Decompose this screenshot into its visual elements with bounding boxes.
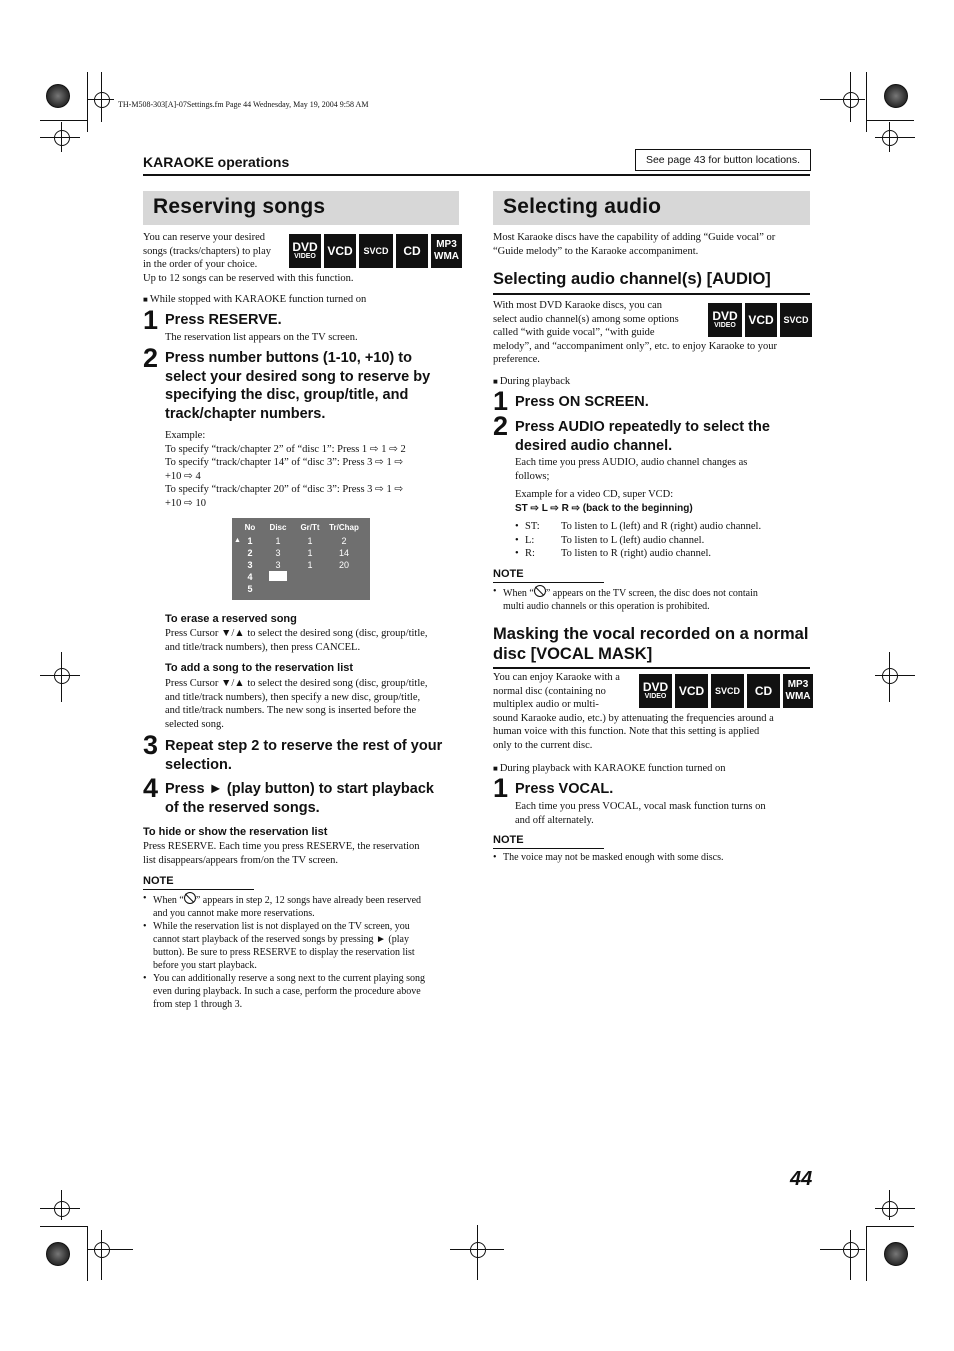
crosshair-icon	[882, 1201, 898, 1217]
example-label: Example for a video CD, super VCD:	[515, 489, 674, 500]
erase-text: Press Cursor ▼/▲ to select the desired song (disc, group/title, and title/track numbers), then press CANCEL.	[165, 628, 428, 653]
table-rows	[238, 535, 362, 595]
section-title-selecting-audio	[493, 191, 810, 225]
list-item: • R: To listen to R (right) audio channel.	[515, 547, 810, 561]
crosshair-icon	[54, 1201, 70, 1217]
step-text: Press ON SCREEN.	[515, 394, 649, 410]
step-number: 2	[143, 343, 159, 373]
note-rule	[493, 848, 604, 849]
vcd-badge: VCD	[675, 674, 708, 708]
subsection-rule	[493, 667, 810, 669]
crosshair-icon	[470, 1242, 486, 1258]
mp3-wma-badge: MP3 WMA	[783, 674, 813, 708]
reservation-list-table	[232, 518, 370, 600]
crosshair-icon	[54, 668, 70, 684]
step-text: Press AUDIO repeatedly to select the desired audio channel.	[515, 419, 770, 454]
step-desc: Each time you press VOCAL, vocal mask function turns on and off alternately.	[515, 801, 766, 826]
svcd-badge: SVCD	[711, 674, 744, 708]
crosshair-icon	[843, 1242, 859, 1258]
section-title: Selecting audio	[503, 195, 662, 218]
channel-sequence: ST ⇨ L ⇨ R ⇨ (back to the beginning)	[515, 503, 693, 514]
add-heading: To add a song to the reservation list	[165, 662, 354, 674]
list-item: • You can additionally reserve a song next to the current playing song even during playback. In such a case, perform the procedure above from step 1 through 3.	[143, 972, 461, 1011]
right-intro: Most Karaoke discs have the capability of adding “Guide vocal” or “Guide melody” to the Karaoke accompaniment.	[493, 232, 776, 257]
step-desc: Each time you press AUDIO, audio channel changes as follows;	[515, 457, 748, 482]
channel-list	[515, 520, 810, 561]
table-row[interactable]: 2 3 1 14	[247, 548, 349, 558]
input-cursor[interactable]	[269, 571, 287, 581]
cd-badge: CD	[747, 674, 780, 708]
dvd-video-badge: DVD VIDEO	[708, 303, 742, 337]
note-label: NOTE	[493, 568, 524, 580]
left-intro: You can reserve your desired songs (tracks/chapters) to play in the order of your choice. Up to 12 songs can be reserved with this function.	[143, 232, 354, 284]
condition-text: ■ While stopped with KARAOKE function turned on	[143, 293, 366, 307]
prohibited-icon	[534, 585, 546, 597]
table-row[interactable]: 1 1 1 2	[247, 536, 347, 546]
crosshair-icon	[882, 668, 898, 684]
note-list	[143, 892, 461, 1011]
table-header: No Disc Gr/Tt Tr/Chap	[244, 523, 359, 532]
list-item: • When “ ” appears in step 2, 12 songs have already been reserved and you cannot make more reservations.	[143, 892, 461, 920]
hide-text: Press RESERVE. Each time you press RESERVE, the reservation list disappears/appears from/on the TV screen.	[143, 841, 420, 866]
registration-target-icon	[884, 84, 908, 108]
disc-type-badges	[289, 234, 462, 268]
step-number: 1	[143, 305, 159, 335]
table-row[interactable]: 5	[247, 584, 253, 594]
page-number: 44	[790, 1168, 813, 1190]
crosshair-icon	[54, 130, 70, 146]
sub2-intro: You can enjoy Karaoke with a normal disc (containing no multiplex audio or multi- sound Karaoke audio, etc.) by attenuating the frequencies around a human voice with this function. Note that this setting is applied only to the current disc.	[493, 672, 774, 751]
vcd-badge: VCD	[324, 234, 356, 268]
list-item: • While the reservation list is not displayed on the TV screen, you cannot start playback of the reserved songs by pressing ► (play button). Be sure to press RESERVE to display the reservation list before you start playback.	[143, 920, 461, 972]
svcd-badge: SVCD	[359, 234, 393, 268]
table-row[interactable]: 3 3 1 20	[247, 560, 349, 570]
condition-text: ■ During playback	[493, 375, 570, 389]
section-title-reserving-songs	[143, 191, 459, 225]
step-number: 4	[143, 773, 159, 803]
list-item: • The voice may not be masked enough with some discs.	[493, 851, 810, 864]
crosshair-icon	[843, 92, 859, 108]
step-number: 1	[493, 773, 509, 803]
step-number: 1	[493, 386, 509, 416]
subsection-title-audio: Selecting audio channel(s) [AUDIO]	[493, 270, 771, 288]
disc-type-badges	[708, 303, 812, 337]
list-item: • ST: To listen to L (left) and R (right) audio channel.	[515, 520, 810, 534]
registration-target-icon	[46, 84, 70, 108]
example-block: Example: To specify “track/chapter 2” of “disc 1”: Press 1 ⇨ 1 ⇨ 2 To specify “track/chapter 14” of “disc 3”: Press 3 ⇨ 1 ⇨ +10 ⇨ 4 To specify “track/chapter 20” of “disc 3”: Press 3 ⇨ 1 ⇨ +10 ⇨ 10	[165, 430, 406, 509]
page-title: Reserving songs	[153, 195, 326, 218]
condition-text: ■ During playback with KARAOKE function turned on	[493, 762, 726, 776]
cd-badge: CD	[396, 234, 428, 268]
mp3-wma-badge: MP3 WMA	[431, 234, 462, 268]
table-row[interactable]: 4	[238, 571, 362, 583]
note-rule	[493, 582, 604, 583]
step-text: Press ► (play button) to start playback of the reserved songs.	[165, 781, 434, 816]
file-info: TH-M508-303[A]-07Settings.fm Page 44 Wednesday, May 19, 2004 9:58 AM	[118, 100, 369, 109]
step-number: 2	[493, 411, 509, 441]
note-list	[493, 851, 810, 864]
subsection-title-vocal-mask: Masking the vocal recorded on a normal disc [VOCAL MASK]	[493, 625, 809, 663]
crosshair-icon	[94, 1242, 110, 1258]
step-text: Press RESERVE.	[165, 312, 282, 328]
header-rule	[143, 174, 810, 176]
dvd-video-badge: DVD VIDEO	[639, 674, 672, 708]
dvd-video-badge: DVD VIDEO	[289, 234, 321, 268]
svcd-badge: SVCD	[780, 303, 812, 337]
cursor-up-icon: ▲	[234, 537, 241, 544]
step-number: 3	[143, 730, 159, 760]
list-item: • L: To listen to L (left) audio channel.	[515, 534, 810, 548]
crosshair-icon	[94, 92, 110, 108]
step-desc: The reservation list appears on the TV screen.	[165, 332, 358, 343]
add-text: Press Cursor ▼/▲ to select the desired song (disc, group/title, and title/track numbers), then specify a new disc, group/title, and title/track numbers. The new song is inserted before the selected song.	[165, 678, 428, 730]
step-text: Repeat step 2 to reserve the rest of your selection.	[165, 738, 443, 773]
note-rule	[143, 889, 254, 890]
registration-target-icon	[884, 1242, 908, 1266]
button-ref-box: See page 43 for button locations.	[635, 149, 811, 171]
section-label: KARAOKE operations	[143, 154, 290, 170]
erase-heading: To erase a reserved song	[165, 613, 297, 625]
note-list	[493, 585, 810, 613]
sub1-intro: With most DVD Karaoke discs, you can select audio channel(s) among some options called “with guide vocal”, “with guide melody”, and “accompaniment only”, etc. to enjoy Karaoke to your preference.	[493, 300, 777, 365]
hide-heading: To hide or show the reservation list	[143, 826, 328, 838]
crosshair-icon	[882, 130, 898, 146]
list-item: • When “ ” appears on the TV screen, the disc does not contain multi audio channels or this operation is prohibited.	[493, 585, 810, 613]
note-label: NOTE	[143, 875, 174, 887]
step-text: Press number buttons (1-10, +10) to select your desired song to reserve by specifying the disc, group/title, and track/chapter numbers.	[165, 350, 431, 422]
note-label: NOTE	[493, 834, 524, 846]
step-text: Press VOCAL.	[515, 781, 614, 797]
subsection-rule	[493, 293, 810, 295]
vcd-badge: VCD	[745, 303, 777, 337]
registration-target-icon	[46, 1242, 70, 1266]
disc-type-badges	[639, 674, 813, 708]
prohibited-icon	[184, 892, 196, 904]
